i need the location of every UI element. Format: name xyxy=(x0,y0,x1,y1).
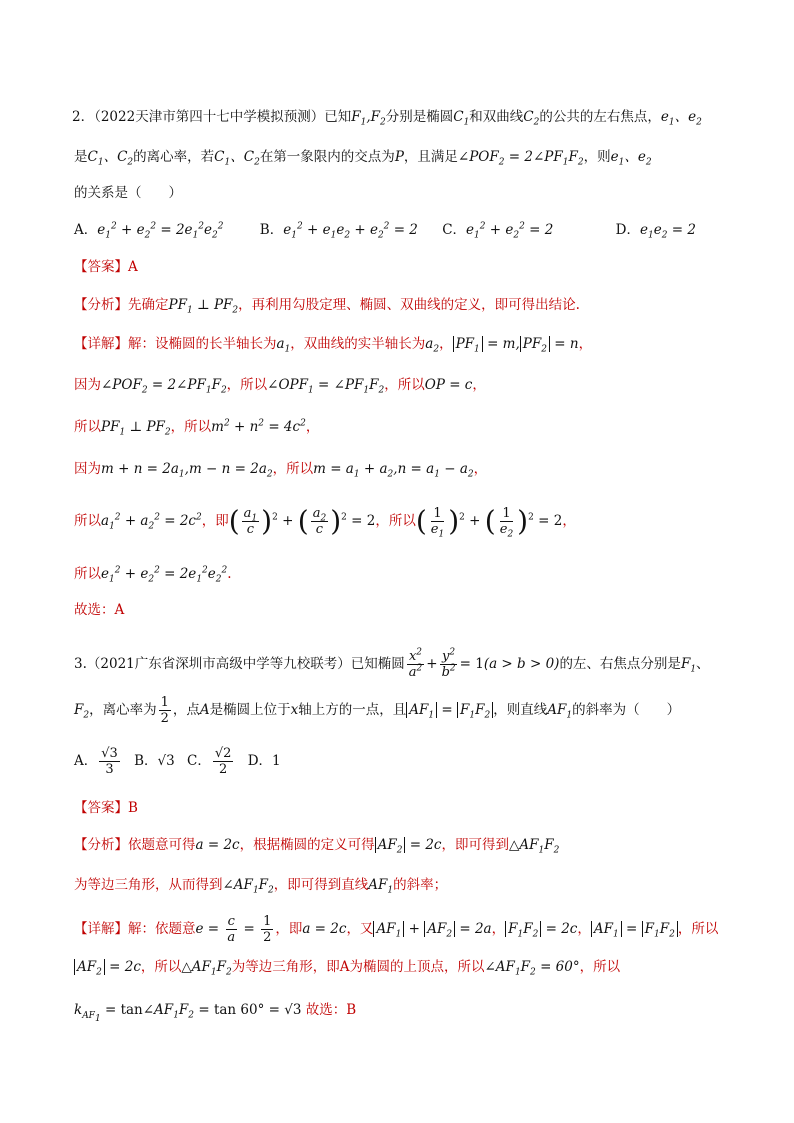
math: $m = a_1 + a_2,n = a_1 - a_2$ xyxy=(313,461,474,480)
detail-text: 为等边三角形，即A为椭圆的上顶点，所以 xyxy=(231,959,485,975)
q2-detail-line6: 所以$e_1^2 + e_2^2 = 2e_1^2e_2^2$. xyxy=(74,565,232,585)
answer-value: A xyxy=(128,259,138,275)
q3-text: 轴上方的一点，且 xyxy=(298,702,407,718)
detail-text: 所以 xyxy=(74,419,101,435)
math-fraction-block: ( $\frac{1}{e_1}$ )$^2$ + ( $\frac{1}{e_2}$ )$^2$ = 2 xyxy=(415,504,563,540)
math: e = $\frac{c}{a}$ = $\frac{1}{2}$ xyxy=(195,914,272,945)
math: $e_1$、$e_2$ xyxy=(610,149,652,168)
q2-analysis xyxy=(74,295,580,315)
math: $AF_2 = 2c$ xyxy=(375,837,442,853)
math: a = 2c xyxy=(302,921,347,937)
math: $\triangle AF_1F_2$ xyxy=(181,959,232,978)
q3-text: 的左、右焦点分别是 xyxy=(559,656,681,672)
q2-text: ，且满足 xyxy=(403,149,458,165)
q3-option-a xyxy=(74,746,122,777)
math: $e_1$、$e_2$ xyxy=(660,109,702,128)
q2-source: （2022天津市第四十七中学模拟预测） xyxy=(94,109,325,125)
math: $AF_1$ xyxy=(368,877,394,896)
q2-option-d xyxy=(615,222,696,241)
detail-text: 解：依题意 xyxy=(128,921,196,937)
answer-label: 【答案】 xyxy=(74,800,128,816)
math: $F_1F_2 = 2c$ xyxy=(505,921,577,937)
math: x xyxy=(290,702,299,718)
math: P xyxy=(394,149,404,165)
q2-stem-line1 xyxy=(72,107,702,127)
q2-text: 在第一象限内的交点为 xyxy=(259,149,395,165)
q2-text: 是 xyxy=(74,149,88,165)
q3-option-b xyxy=(134,753,175,769)
math: $C_2$ xyxy=(523,109,540,128)
analysis-text: 的斜率； xyxy=(393,877,448,893)
q3-stem-line2 xyxy=(74,694,680,726)
option-letter: C． xyxy=(187,753,211,769)
math-fraction-block: ( $\frac{a_1}{c}$ )$^2$ + ( $\frac{a_2}{c}$ )$^2$ = 2 xyxy=(228,504,376,538)
math: $AF_1 + AF_2 = 2a$ xyxy=(373,921,491,937)
analysis-text: ，根据椭圆的定义可得 xyxy=(239,837,375,853)
q3-text: ，则直线 xyxy=(493,702,548,718)
q2-text: 和双曲线 xyxy=(469,109,524,125)
math: $F_1$ xyxy=(680,656,697,675)
q2-option-c xyxy=(442,221,554,241)
math: √3 xyxy=(157,753,175,769)
q3-source: （2021广东省深圳市高级中学等九校联考） xyxy=(86,656,351,672)
math: $C_1$ xyxy=(453,109,470,128)
q3-number: 3. xyxy=(74,656,87,672)
analysis-text: ，再利用勾股定理、椭圆、双曲线的定义，即可得出结论. xyxy=(238,297,580,313)
math: $e_1e_2 = 2$ xyxy=(639,222,696,241)
q3-stem-line1: 3.（2021广东省深圳市高级中学等九校联考）已知椭圆 $\frac{x^2}{a^2}$ + $\frac{y^2}{b^2}$ = 1(a > b > 0)的左、右焦点分别是$F_1$、 xyxy=(74,647,710,680)
math-fraction: $\frac{1}{2}$ xyxy=(160,695,169,726)
math: $PF_1$ ⊥ $PF_2$ xyxy=(168,297,239,316)
math: $e_1^2 + e_1e_2 + e_2^2 = 2$ xyxy=(283,221,418,241)
q2-detail-line5: 所以$a_1^2 + a_2^2 = 2c^2$，即( $\frac{a_1}{c}$ )$^2$ + ( $\frac{a_2}{c}$ )$^2$ = 2，所以( $\frac{1}{e_1}$ )$^2$ + ( $\frac{1}{e_2}$ )$^2$ = 2， xyxy=(74,504,576,540)
detail-text: ，所以 xyxy=(140,959,182,975)
detail-text: ，即 xyxy=(275,921,303,937)
math: = 1(a > b > 0) xyxy=(459,656,560,672)
detail-text: 所以 xyxy=(184,419,212,435)
option-letter: A． xyxy=(74,222,98,238)
detail-text: 解：设椭圆的长半轴长为 xyxy=(128,336,277,352)
detail-label: 【详解】 xyxy=(74,336,128,352)
analysis-label: 【分析】 xyxy=(74,837,128,853)
math-fraction: $\frac{x^2}{a^2}$ xyxy=(408,647,423,680)
math: $\angle POF_2$ = $2\angle PF_1F_2$ xyxy=(101,377,227,396)
math: $PF_1 = m$, $PF_2 = n$ xyxy=(453,336,579,352)
q2-number: 2． xyxy=(72,109,95,125)
math: $m + n = 2a_1,m - n = 2a_2$ xyxy=(101,461,273,480)
math: $k_{AF_1}$ = $\tan\angle AF_1F_2 = \tan 60^\circ = √3$ xyxy=(74,1002,302,1024)
math: $PF_1$ ⊥ $PF_2$ xyxy=(101,419,171,438)
q3-option-d: D．1 xyxy=(247,753,281,769)
option-letter: C． xyxy=(442,222,467,238)
math: $\angle AF_1F_2$ xyxy=(222,877,274,896)
q2-detail-line4: 因为$m + n = 2a_1,m - n = 2a_2$，所以$m = a_1 + a_2,n = a_1 - a_2$， xyxy=(74,461,488,480)
q3-detail-line2 xyxy=(74,957,620,977)
detail-text: ，双曲线的实半轴长为 xyxy=(290,336,426,352)
math: $\angle POF_2$ = $2\angle PF_1F_2$ xyxy=(457,149,584,168)
q3-text: ，点 xyxy=(172,702,200,718)
q3-detail-line1: 【详解】解：依题意e = $\frac{c}{a}$ = $\frac{1}{2}$ ，即a = 2c，又 $AF_1 + AF_2 = 2a$， $F_1F_2 = 2c$， $AF_1 = F_1F_2$ ，所以 xyxy=(74,914,719,945)
math: $\angle AF_1F_2 = 60^\circ$ xyxy=(484,959,580,978)
q2-detail-line2: 因为$\angle POF_2$ = $2\angle PF_1F_2$，所以$\angle OPF_1$ = $\angle PF_1F_2$，所以OP = c， xyxy=(74,377,486,396)
q3-text: 是椭圆上位于 xyxy=(209,702,291,718)
analysis-text: 先确定 xyxy=(128,297,169,313)
analysis-text: 依题意可得 xyxy=(128,837,196,853)
detail-text: 因为 xyxy=(74,461,101,477)
math: $F_1,F_2$ xyxy=(351,109,386,128)
math: $a_2$ xyxy=(425,336,440,355)
q2-option-b xyxy=(259,221,418,241)
q2-option-a xyxy=(74,221,224,241)
q3-text: ，离心率为 xyxy=(89,702,157,718)
analysis-label: 【分析】 xyxy=(74,297,128,313)
detail-text: 所以 xyxy=(286,461,314,477)
q2-text: 分别是椭圆 xyxy=(385,109,454,125)
q3-text: 的斜率为（ ） xyxy=(572,702,681,718)
detail-text: 故选：B xyxy=(305,1002,357,1018)
detail-text: ，所以 xyxy=(677,921,719,937)
math: $AF_2 = 2c$ xyxy=(74,959,141,975)
math: A xyxy=(199,702,210,718)
q2-answer xyxy=(74,257,138,277)
option-letter: A． xyxy=(74,753,98,769)
math: $e_1^2 + e_2^2 = 2e_1^2e_2^2$ xyxy=(97,221,224,241)
math: OP = c xyxy=(424,377,473,393)
math-fraction: $\frac{y^2}{b^2}$ xyxy=(441,647,456,680)
math: a = 2c xyxy=(195,837,240,853)
q2-detail-line3: 所以$PF_1$ ⊥ $PF_2$，所以$m^2 + n^2 = 4c^2$， xyxy=(74,418,320,438)
math-fraction: $\frac{√3}{3}$ xyxy=(101,746,118,777)
detail-text: ，所以 xyxy=(579,959,621,975)
q2-options xyxy=(74,220,696,240)
math: $\angle OPF_1$ = $\angle PF_1F_2$ xyxy=(267,377,385,396)
detail-text: 所以 xyxy=(74,513,101,529)
math: $\triangle AF_1F_2$ xyxy=(509,837,560,856)
q3-detail-line3 xyxy=(74,1000,357,1024)
q3-text: 已知椭圆 xyxy=(350,656,405,672)
analysis-text: ，即可得到 xyxy=(441,837,509,853)
q3-option-c xyxy=(187,746,235,777)
q3-analysis-line1 xyxy=(74,835,559,855)
detail-text: 所以 xyxy=(397,377,425,393)
q2-text: 的公共的左右焦点， xyxy=(539,109,661,125)
analysis-text: 为等边三角形，从而得到 xyxy=(74,877,223,893)
option-letter: B． xyxy=(134,753,158,769)
math: $m^2 + n^2 = 4c^2$ xyxy=(211,418,306,435)
q2-text: 的离心率，若 xyxy=(133,149,215,165)
option-letter: B． xyxy=(259,222,284,238)
q3-answer xyxy=(74,798,138,818)
detail-text: ，即 xyxy=(201,513,229,529)
detail-label: 【详解】 xyxy=(74,921,128,937)
answer-label: 【答案】 xyxy=(74,259,128,275)
detail-text: 因为 xyxy=(74,377,101,393)
math: $F_2$ xyxy=(74,702,90,721)
analysis-text: ，即可得到直线 xyxy=(273,877,369,893)
q3-options xyxy=(74,744,281,778)
math: $C_1$、$C_2$ xyxy=(214,149,260,168)
q2-text: 已知 xyxy=(324,109,352,125)
q2-stem-line3: 的关系是（ ） xyxy=(74,185,182,201)
q2-choose: 故选：A xyxy=(74,602,125,618)
math: $a_1$ xyxy=(276,336,291,355)
detail-text: ，又 xyxy=(346,921,374,937)
q3-analysis-line2 xyxy=(74,875,447,895)
math: $AF_1$ xyxy=(547,702,573,721)
q2-stem-line2 xyxy=(74,147,652,167)
detail-text: 所以 xyxy=(240,377,268,393)
math-fraction: $\frac{√2}{2}$ xyxy=(214,746,232,777)
detail-text: ，所以 xyxy=(375,513,416,529)
q2-detail-line1: 【详解】解：设椭圆的长半轴长为$a_1$，双曲线的实半轴长为$a_2$， $PF_1 = m$, $PF_2 = n$， xyxy=(74,336,593,355)
math: $AF_1 = F_1F_2$ xyxy=(406,702,493,718)
math: $AF_1 = F_1F_2$ xyxy=(591,921,678,937)
answer-value: B xyxy=(128,800,138,816)
math: $a_1^2 + a_2^2 = 2c^2$ xyxy=(101,512,202,532)
detail-text: 所以 xyxy=(74,566,101,582)
math: $e_1^2 + e_2^2 = 2e_1^2e_2^2$ xyxy=(101,565,228,585)
math: $C_1$、$C_2$ xyxy=(87,149,134,168)
q2-text: ，则 xyxy=(583,149,611,165)
option-letter: D． xyxy=(615,222,640,238)
math: $e_1^2 + e_2^2 = 2$ xyxy=(466,221,554,241)
